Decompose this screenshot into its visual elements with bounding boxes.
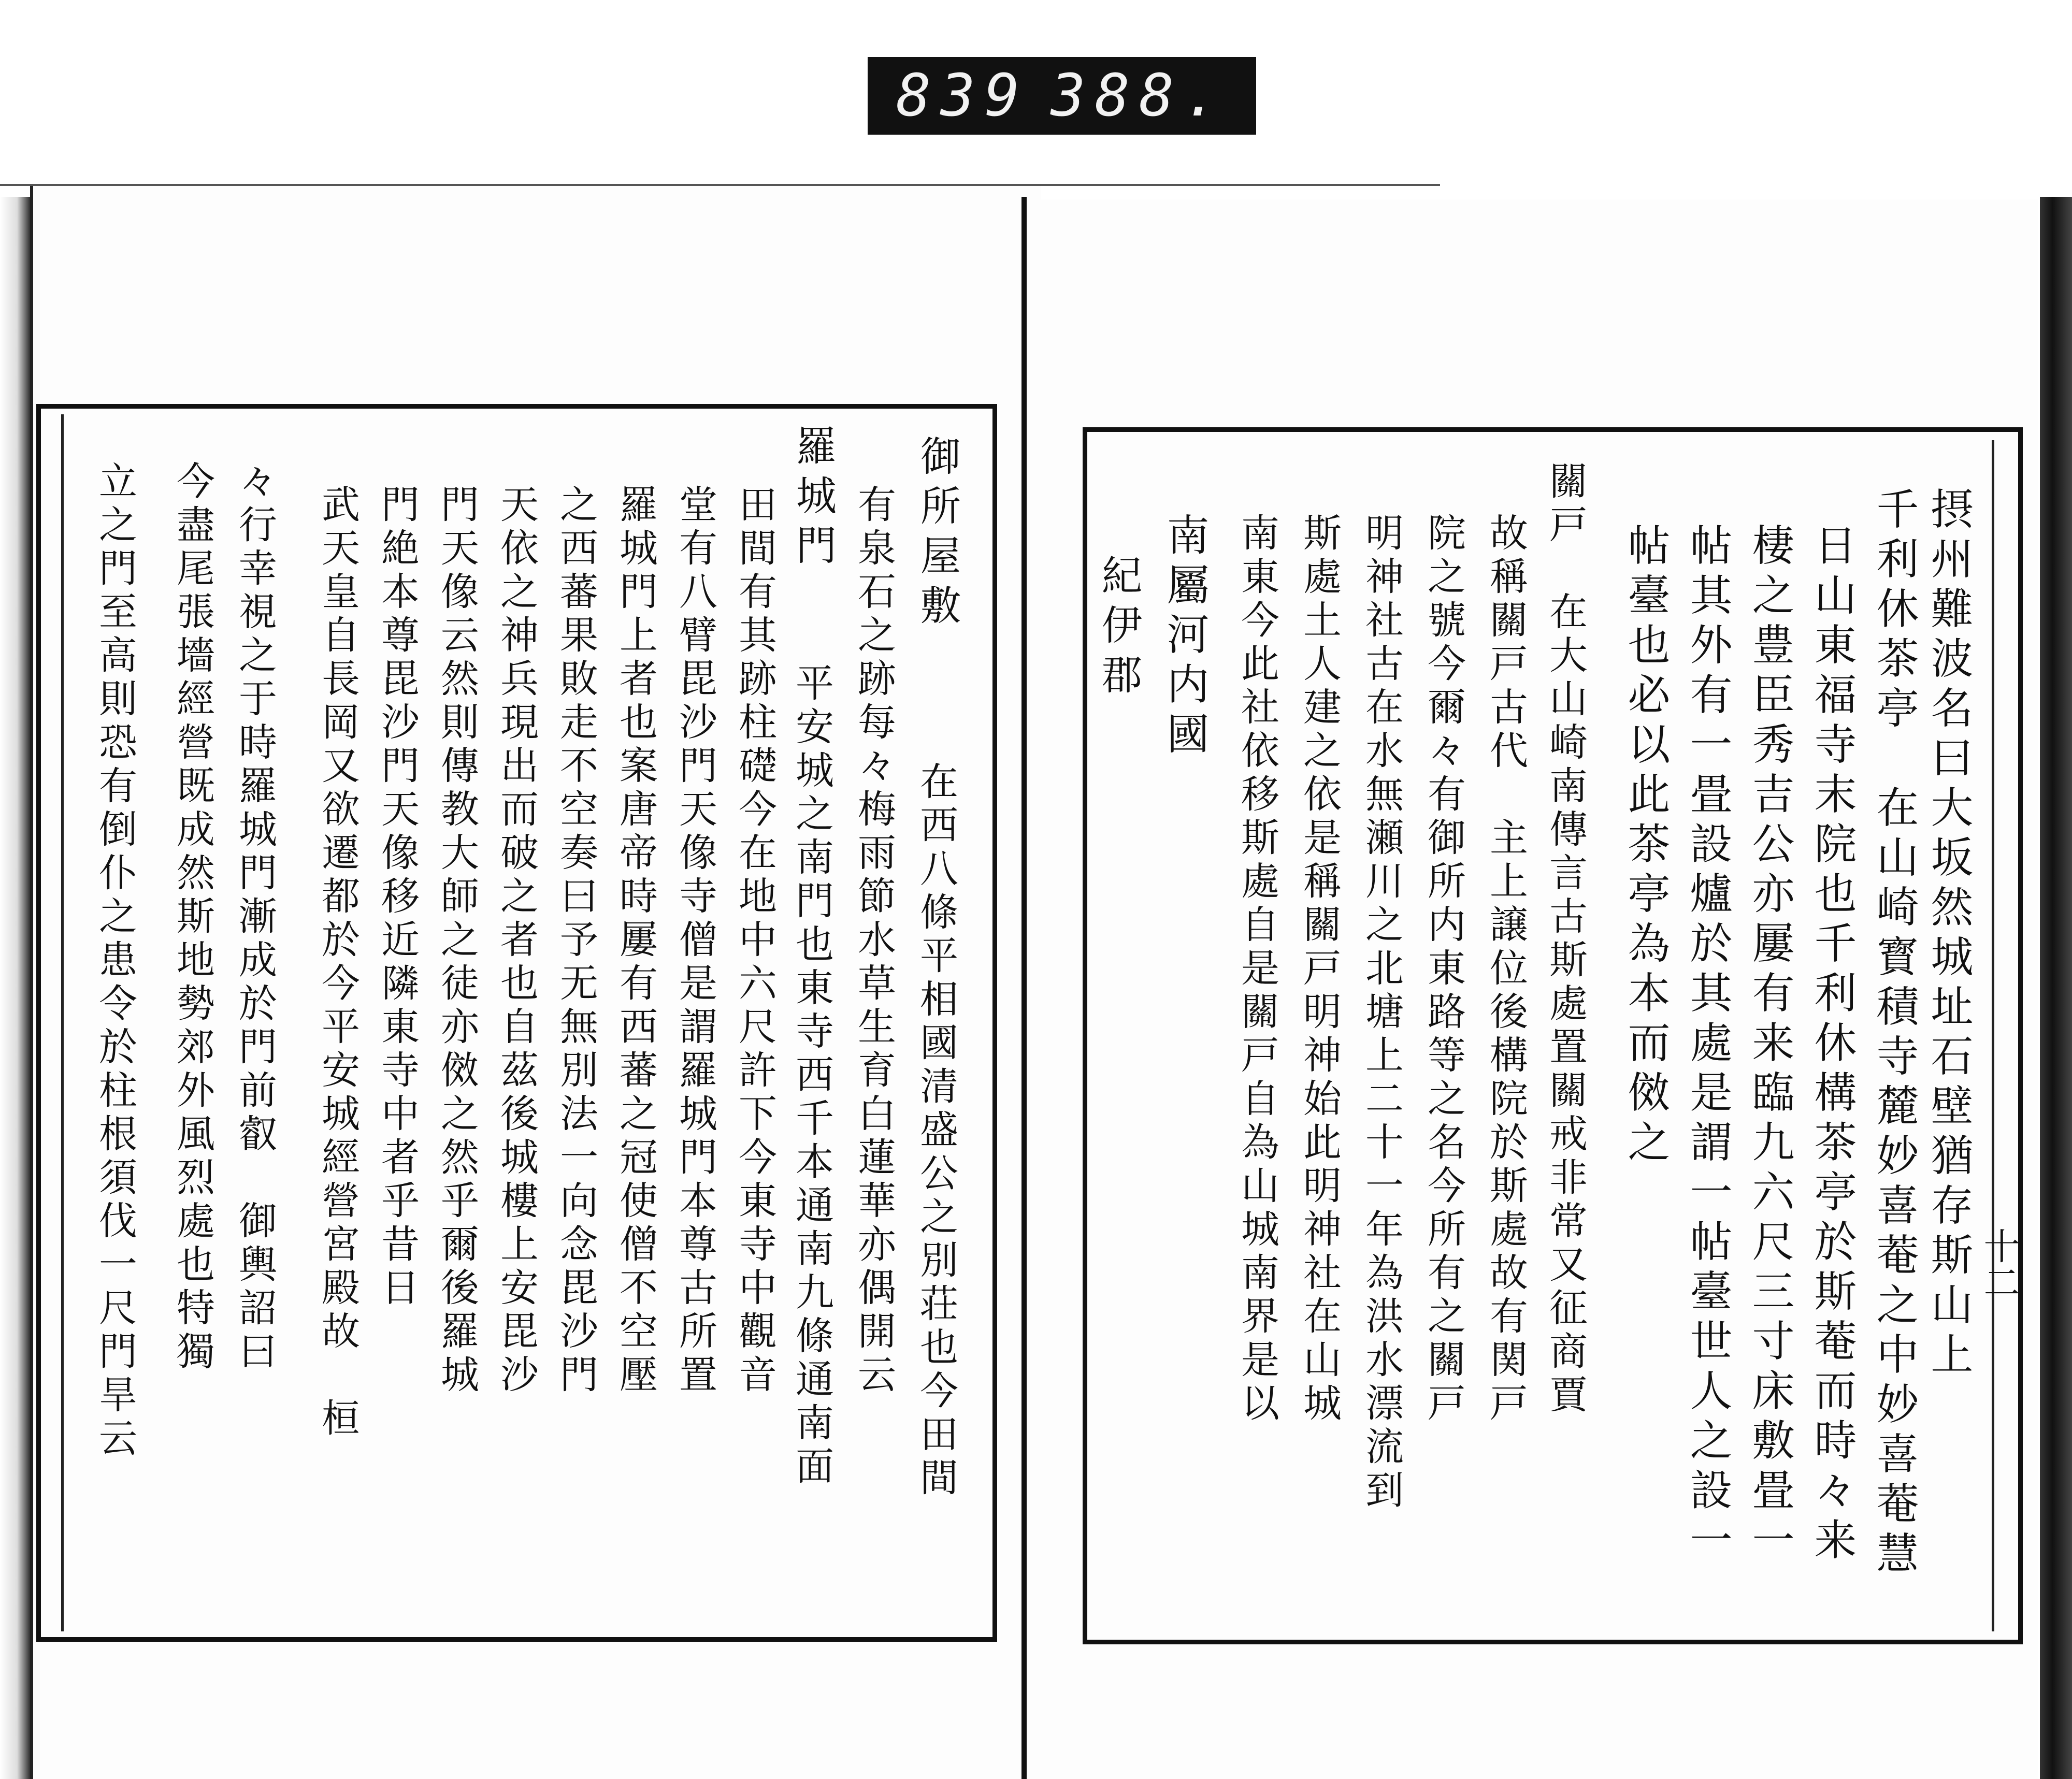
text-column: 門天像云然則傳教大師之徒亦傚之然乎爾後羅城 <box>435 484 479 1398</box>
right-page-inner-rule <box>1992 440 1994 1631</box>
text-column: 天依之神兵現出而破之者也自茲後城樓上安毘沙 <box>494 484 539 1398</box>
text-column: 堂有八臂毘沙門天像寺僧是謂羅城門本尊古所置 <box>673 484 717 1398</box>
catalog-label-right: 388. <box>1051 62 1228 129</box>
text-column: 棲之豊臣秀吉公亦屢有来臨九六尺三寸床敷畳一 <box>1745 523 1794 1567</box>
text-column: 摂州難波名曰大坂然城址石壁猶存斯山上 <box>1924 487 1973 1382</box>
text-column: 今盡尾張墻經營既成然斯地勢郊外風烈處也特獨 <box>170 461 215 1375</box>
text-column: 々行幸視之于時羅城門漸成於門前叡 御輿詔曰 <box>233 461 277 1375</box>
catalog-label-left: 839 <box>896 62 1029 129</box>
text-column: 武天皇自長岡又欲遷都於今平安城經營宮殿故 桓 <box>315 484 360 1441</box>
text-column: 南東今此社依移斯處自是關戸自為山城南界是以 <box>1235 513 1279 1426</box>
section-heading: 御所屋敷 <box>914 435 960 634</box>
page-number: 十二 <box>1978 1227 2020 1300</box>
text-column: 帖臺也必以此茶亭為本而傚之 <box>1621 523 1670 1169</box>
text-column: 帖其外有一畳設爐於其處是謂一帖臺世人之設一 <box>1683 523 1732 1567</box>
book-gutter <box>1021 197 1027 1779</box>
text-column: 日山東福寺末院也千利休構茶亭於斯菴而時々来 <box>1807 523 1857 1567</box>
text-column: 院之號今爾々有御所内東路等之名今所有之關戸 <box>1421 513 1466 1426</box>
text-column: 關戸 在大山崎南傳言古斯處置關戒非常又征商賈 <box>1543 461 1588 1418</box>
text-column: 立之門至高則恐有倒仆之患令於柱根須伐一尺門旱云 <box>93 461 137 1462</box>
catalog-label <box>868 57 1256 135</box>
left-page-inner-rule <box>61 414 64 1631</box>
section-heading: 羅城門 <box>789 425 836 574</box>
text-column: 之西蕃果敗走不空奏曰予无無別法一向念毘沙門 <box>554 484 598 1398</box>
text-column: 在西八條平相國清盛公之別荘也今田間 <box>914 761 958 1501</box>
text-column: 田間有其跡柱礎今在地中六尺許下今東寺中觀音 <box>732 484 777 1398</box>
section-heading: 紀伊郡 <box>1095 554 1142 703</box>
right-page-edge <box>2040 197 2072 1779</box>
text-column: 南屬河内國 <box>1160 513 1209 761</box>
text-column: 有泉石之跡每々梅雨節水草生育白蓮華亦偶開云 <box>852 484 896 1398</box>
text-column: 明神社古在水無瀬川之北塘上二十一年為洪水漂流到 <box>1359 513 1404 1513</box>
text-column: 門絶本尊毘沙門天像移近隣東寺中者乎昔日 <box>375 484 420 1311</box>
text-column: 羅城門上者也案唐帝時屢有西蕃之冠使僧不空壓 <box>613 484 658 1398</box>
left-page-edge <box>0 197 31 1779</box>
text-column: 故稱關戸古代 主上譲位後構院於斯處故有関戸 <box>1484 513 1528 1426</box>
text-column: 斯處土人建之依是稱關戸明神始此明神社在山城 <box>1297 513 1342 1426</box>
page-top-edge <box>0 184 1440 186</box>
text-column: 千利休茶亭 在山崎寳積寺麓妙喜菴之中妙喜菴慧 <box>1869 487 1919 1581</box>
text-column: 平安城之南門也東寺西千本通南九條通南面 <box>789 663 834 1489</box>
